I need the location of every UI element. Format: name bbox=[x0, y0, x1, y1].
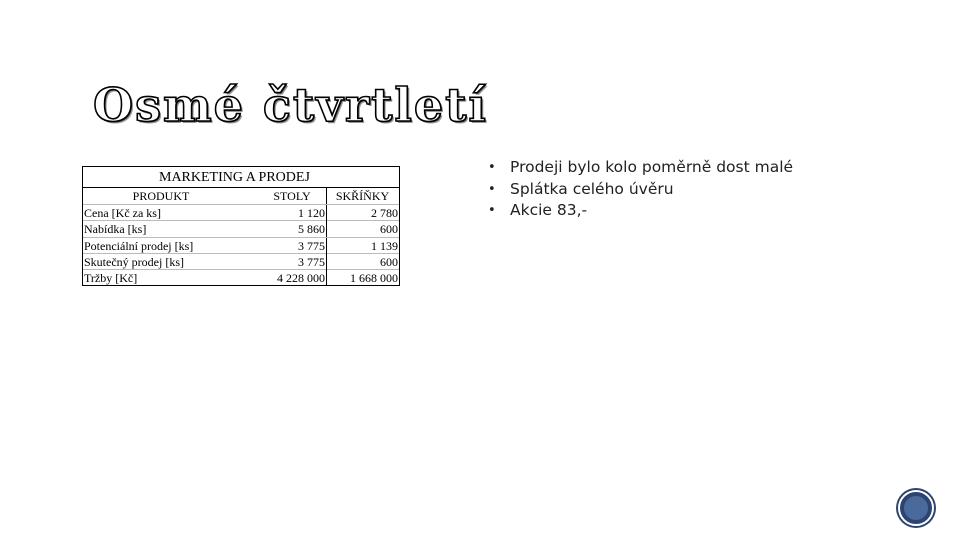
bullet-text: Akcie 83,- bbox=[510, 201, 588, 219]
table-row bbox=[83, 237, 399, 253]
cell-stoly: 3 775 bbox=[259, 254, 327, 270]
table-row bbox=[83, 204, 399, 220]
row-label: Skutečný prodej [ks] bbox=[84, 254, 184, 269]
row-label: Cena [Kč za ks] bbox=[84, 206, 161, 221]
marketing-table bbox=[82, 166, 400, 286]
cell-skrinky: 600 bbox=[380, 222, 398, 237]
cell-stoly: 5 860 bbox=[259, 221, 327, 237]
bullet-icon: • bbox=[488, 181, 496, 197]
row-label: Potenciální prodej [ks] bbox=[84, 238, 194, 253]
column-header-skrinky: SKŘÍŇKY bbox=[335, 189, 390, 203]
cell-stoly: 4 228 000 bbox=[259, 270, 327, 286]
row-label: Nabídka [ks] bbox=[84, 222, 147, 237]
bullet-item bbox=[488, 200, 793, 222]
bullet-item bbox=[488, 179, 793, 201]
table-header-row bbox=[83, 188, 399, 204]
cell-skrinky: 600 bbox=[380, 254, 398, 269]
slide-title: Osmé čtvrtletí bbox=[93, 78, 488, 132]
bullet-icon: • bbox=[488, 203, 496, 218]
table-row bbox=[83, 253, 399, 269]
table-row bbox=[83, 269, 399, 285]
column-header-stoly: STOLY bbox=[259, 188, 327, 204]
cell-skrinky: 1 139 bbox=[371, 238, 398, 253]
bullet-list bbox=[488, 157, 793, 222]
bullet-text: Splátka celého úvěru bbox=[510, 179, 674, 198]
cell-skrinky: 1 668 000 bbox=[350, 270, 398, 285]
row-label: Tržby [Kč] bbox=[84, 270, 138, 285]
column-header-produkt: PRODUKT bbox=[132, 189, 190, 203]
bullet-item bbox=[488, 157, 793, 179]
bullet-icon: • bbox=[488, 160, 496, 175]
table-caption: MARKETING A PRODEJ bbox=[83, 167, 399, 188]
slide-nav-circle-icon[interactable] bbox=[898, 490, 934, 526]
table-row bbox=[83, 220, 399, 236]
cell-stoly: 1 120 bbox=[259, 205, 327, 221]
cell-skrinky: 2 780 bbox=[371, 206, 398, 221]
bullet-text: Prodeji bylo kolo poměrně dost malé bbox=[510, 158, 794, 176]
cell-stoly: 3 775 bbox=[259, 238, 327, 254]
